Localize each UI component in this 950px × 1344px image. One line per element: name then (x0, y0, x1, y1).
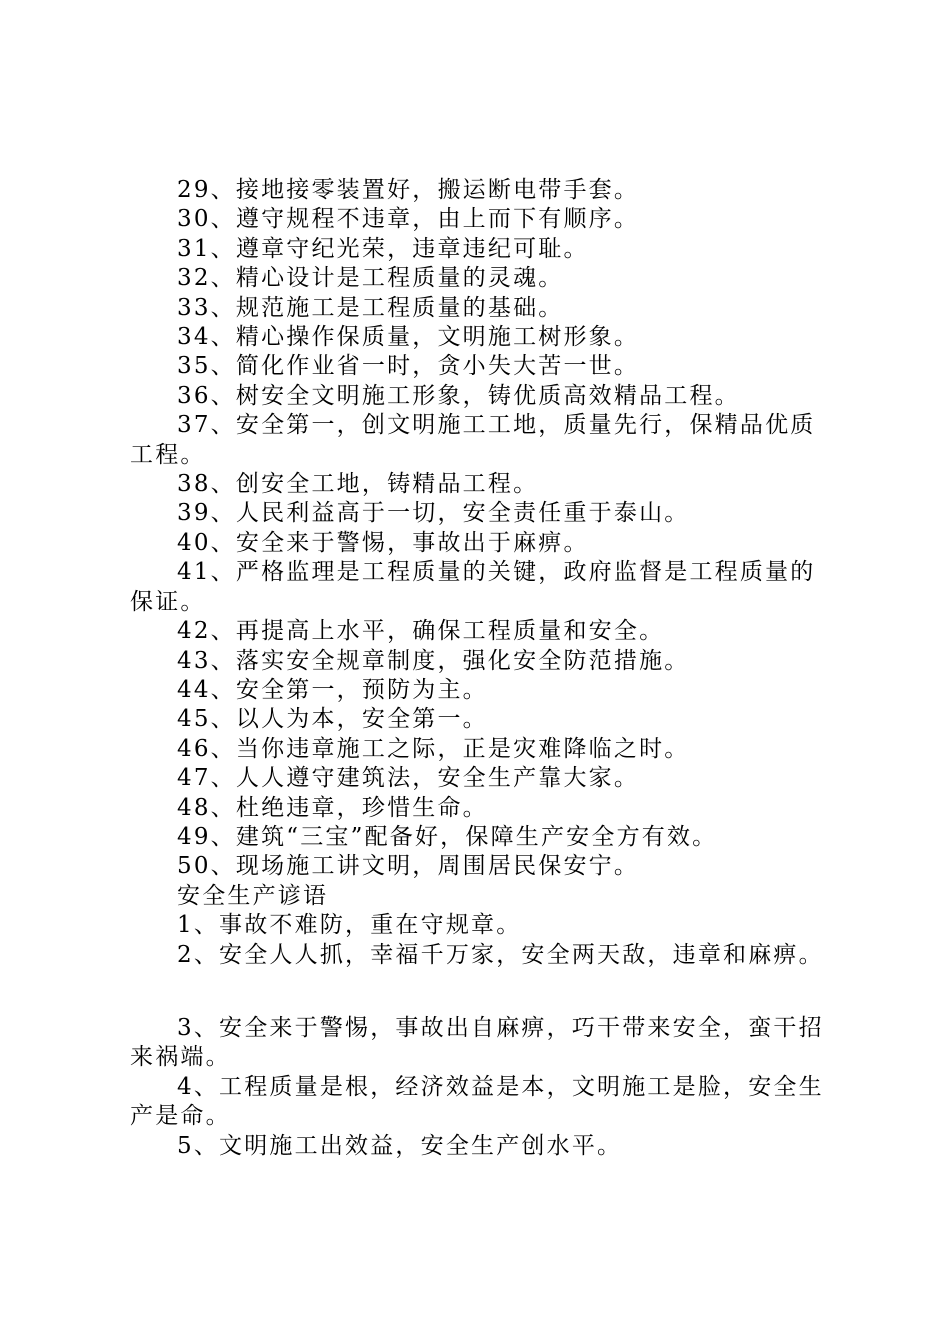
paragraph: 31、遵章守纪光荣，违章违纪可耻。 (177, 235, 589, 262)
paragraph: 41、严格监理是工程质量的关键，政府监督是工程质量的保证。 (130, 559, 816, 615)
paragraph: 42、再提高上水平，确保工程质量和安全。 (177, 618, 665, 645)
paragraph: 32、精心设计是工程质量的灵魂。 (177, 265, 564, 292)
paragraph: 38、创安全工地，铸精品工程。 (177, 471, 539, 498)
paragraph: 33、规范施工是工程质量的基础。 (177, 294, 564, 321)
paragraph: 50、现场施工讲文明，周围居民保安宁。 (177, 853, 640, 880)
paragraph: 49、建筑“三宝”配备好，保障生产安全方有效。 (177, 823, 718, 850)
paragraph: 29、接地接零装置好，搬运断电带手套。 (177, 177, 640, 203)
paragraph: 5、文明施工出效益，安全生产创水平。 (177, 1132, 623, 1159)
paragraph: 35、简化作业省一时，贪小失大苦一世。 (177, 353, 640, 380)
paragraph: 3、安全来于警惕，事故出自麻痹，巧干带来安全，蛮干招来祸端。 (130, 1014, 824, 1071)
paragraph: 1、事故不难防，重在守规章。 (177, 912, 522, 939)
section-heading: 安全生产谚语 (177, 882, 329, 909)
paragraph: 34、精心操作保质量，文明施工树形象。 (177, 324, 640, 351)
paragraph: 46、当你违章施工之际，正是灾难降临之时。 (177, 735, 690, 762)
paragraph: 48、杜绝违章，珍惜生命。 (177, 794, 488, 821)
paragraph: 43、落实安全规章制度，强化安全防范措施。 (177, 647, 690, 674)
paragraph: 37、安全第一，创文明施工工地，质量先行，保精品优质工程。 (130, 412, 816, 468)
paragraph: 36、树安全文明施工形象，铸优质高效精品工程。 (177, 382, 740, 409)
paragraph: 44、安全第一，预防为主。 (177, 676, 488, 703)
document-body (130, 176, 833, 1161)
paragraph: 40、安全来于警惕，事故出于麻痹。 (177, 529, 589, 556)
blank-line (130, 970, 833, 1014)
paragraph: 4、工程质量是根，经济效益是本，文明施工是脸，安全生产是命。 (130, 1073, 824, 1130)
paragraph: 2、安全人人抓，幸福千万家，安全两天敌，违章和麻痹。 (177, 941, 824, 968)
paragraph: 39、人民利益高于一切，安全责任重于泰山。 (177, 500, 690, 527)
paragraph: 47、人人遵守建筑法，安全生产靠大家。 (177, 765, 640, 792)
paragraph: 45、以人为本，安全第一。 (177, 706, 488, 733)
paragraph: 30、遵守规程不违章，由上而下有顺序。 (177, 206, 640, 233)
